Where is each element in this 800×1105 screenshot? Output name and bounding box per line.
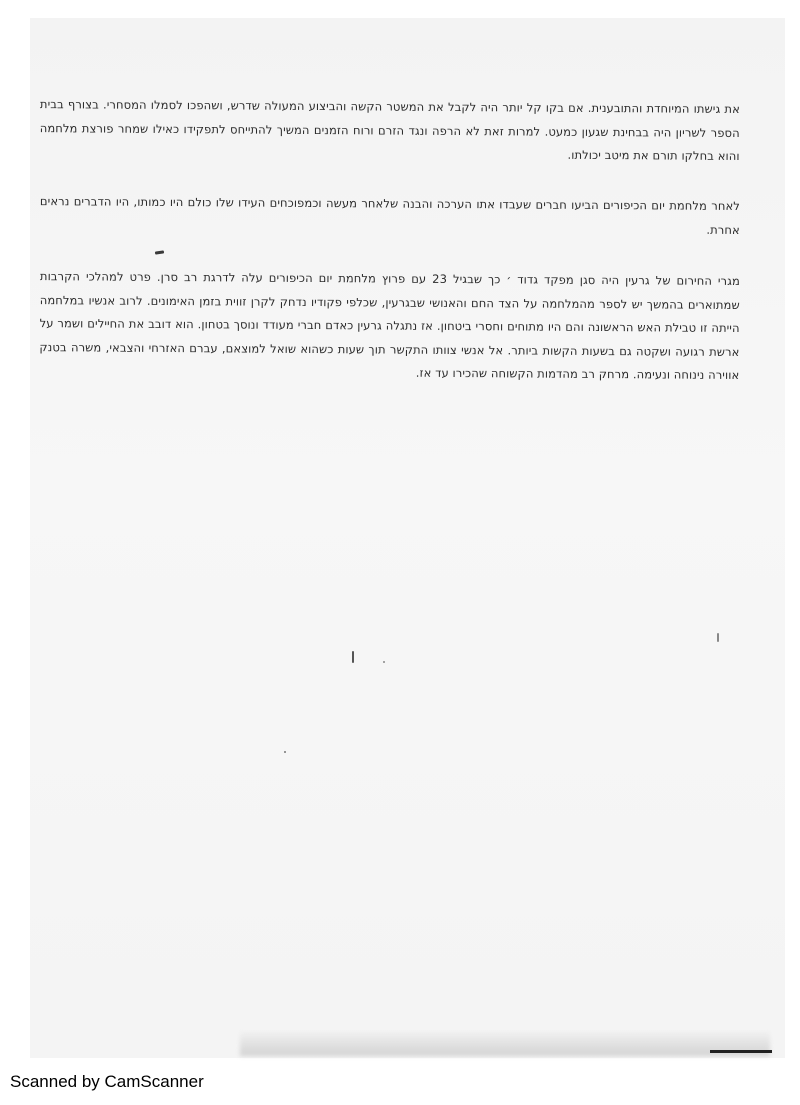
- paragraph-3: מגרי החירום של גרעין היה סגן מפקד גדוד ׳ כך שבגיל 23 עם פרוץ מלחמת יום הכיפורים עלה לדרגת רב סרן. פרט למהלכי הקרבות שמתוארים בהמשך יש לספר מהמלחמה על הצד החם והאנושי שבגרעין, שכלפי פקודיו נדחק לקרן זווית בזמן האימונים. לרוב אנשיו במלחמה הייתה זו טבילת האש הראשונה והם היו מתוחים וחסרי ביטחון. אז נתגלה גרעין כאדם חברי מעודד ונוסך בטחון. הוא דובב את החיילים ושמר על ארשת רגועה ושקטה גם בשעות הקשות ביותר. אל אנשי צוותו התקשר תוך שעות כשהוא שואל למוצאם, עברם האזרחי והצבאי, משרה בטנק אווירה נינוחה ונעימה. מרחק רב מהדמות הקשוחה שהכירו עד אז.: [39, 269, 740, 382]
- scan-artifact: [383, 661, 385, 663]
- page-edge-mark: [710, 1050, 772, 1053]
- scan-artifact: [352, 651, 354, 663]
- paragraph-1: את גישתו המיוחדת והתובענית. אם בקו קל יותר היה לקבל את המשטר הקשה והביצוע המעולה שדרש, ושהפכו לסמלו המסחרי. בצורף בבית הספר לשריון היה בבחינת שגעון כמעט. למרות זאת לא הרפה ונגד הזרם ורוח הזמנים המשיך להתייחס לתפקידו כאילו שמחר פורצת מלחמה והוא בחלקו תורם את מיטב יכולתו.: [39, 97, 740, 163]
- paragraph-2: לאחר מלחמת יום הכיפורים הביעו חברים שעבדו אתו הערכה והבנה שלאחר מעשה וכמפוכחים העידו שלו כולם היו כמותו, היו הדברים נראים אחרת.: [39, 194, 740, 237]
- scan-artifact: [284, 751, 286, 753]
- scanned-page: [30, 18, 785, 1058]
- scanner-watermark: Scanned by CamScanner: [10, 1072, 204, 1091]
- page-bottom-shadow: [240, 1030, 770, 1056]
- scan-artifact: [717, 633, 719, 642]
